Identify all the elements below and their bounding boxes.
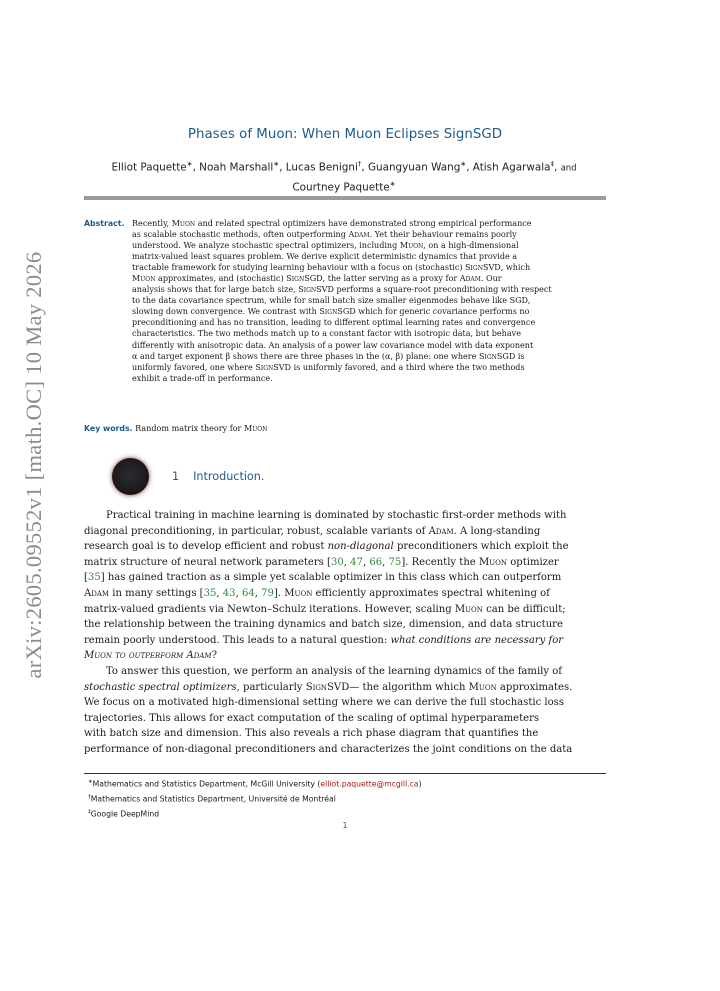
body-line: trajectories. This allows for exact computation of the scaling of optimal hyperparameters bbox=[84, 712, 540, 724]
affiliation-mark: ∗ bbox=[273, 160, 280, 168]
body-line: Practical training in machine learning is dominated by stochastic first-order methods with bbox=[106, 510, 567, 521]
body-text bbox=[84, 508, 606, 758]
body-line: performance of non-diagonal preconditioners and characterizes the joint conditions on the data bbox=[84, 743, 573, 755]
section-title: Introduction. bbox=[193, 470, 265, 483]
author-name: Atish Agarwala bbox=[472, 161, 551, 174]
author-line-2 bbox=[84, 176, 604, 195]
author-line-1: Elliot Paquette∗, Noah Marshall∗, Lucas Benigni†, Guangyuan Wang∗, Atish Agarwala‡, and bbox=[111, 160, 577, 174]
title-divider bbox=[84, 196, 606, 200]
affiliation-mark: † bbox=[357, 160, 362, 168]
body-line: We focus on a motivated high-dimensional setting where we can derive the full stochastic loss bbox=[84, 697, 564, 709]
affiliation-mark: ∗ bbox=[460, 160, 467, 168]
abstract-line: Recently, Muon and related spectral optimizers have demonstrated strong empirical performance bbox=[132, 219, 532, 228]
body-line: the relationship between the training dynamics and batch size, dimension, and data structure bbox=[84, 619, 563, 631]
abstract-line: slowing down convergence. We contrast with SignSGD which for generic covariance performs no bbox=[132, 307, 530, 317]
affiliation-mark: ‡ bbox=[550, 160, 554, 168]
citation-link[interactable]: 30 bbox=[330, 556, 344, 568]
body-line: To answer this question, we perform an analysis of the learning dynamics of the family of bbox=[106, 665, 563, 677]
abstract-line: uniformly favored, one where SignSVD is uniformly favored, and a third where the two methods bbox=[132, 362, 525, 372]
abstract-line: α and target exponent β shows there are three phases in the (α, β) plane: one where SignSGD is bbox=[132, 351, 525, 361]
author-name: Noah Marshall bbox=[199, 161, 274, 174]
abstract-line: characteristics. The two methods match up to a constant factor with isotropic data, but behave bbox=[132, 329, 521, 339]
author-list bbox=[84, 156, 604, 196]
body-line: matrix-valued gradients via Newton–Schulz iterations. However, scaling Muon can be difficult; bbox=[84, 603, 566, 615]
citation-link[interactable]: 79 bbox=[261, 587, 274, 599]
email-link[interactable]: elliot.paquette@mcgill.ca bbox=[320, 779, 419, 789]
body-line: remain poorly understood. This leads to a natural question: what conditions are necessary for bbox=[84, 634, 564, 646]
abstract-line: as scalable stochastic methods, often outperforming Adam. Yet their behaviour remains poorly bbox=[132, 230, 517, 240]
citation-link[interactable]: 35 bbox=[87, 572, 101, 584]
body-line: diagonal preconditioning, in particular, robust, scalable variants of Adam. A long-standing bbox=[84, 525, 541, 537]
abstract bbox=[84, 218, 606, 384]
section-number: 1 bbox=[172, 470, 180, 483]
author-name: Courtney Paquette bbox=[292, 181, 390, 194]
abstract-line: to the data covariance spectrum, while for small batch size smaller eigenmodes behave like SGD, bbox=[132, 296, 531, 306]
author-name: Elliot Paquette bbox=[111, 161, 187, 174]
affiliation-mark: ∗ bbox=[186, 160, 193, 168]
body-line: [35] has gained traction as a simple yet scalable optimizer in this class which can outperform bbox=[84, 572, 562, 584]
abstract-line: Muon approximates, and (stochastic) SignSGD, the latter serving as a proxy for Adam. Our bbox=[132, 274, 502, 284]
body-line: Adam in many settings [35, 43, 64, 79]. Muon efficiently approximates spectral whitening of bbox=[84, 587, 550, 599]
citation-link[interactable]: 66 bbox=[369, 556, 383, 568]
body-line: with batch size and dimension. This also reveals a rich phase diagram that quantifies the bbox=[84, 728, 539, 740]
footnote-2: †Mathematics and Statistics Department, Université de Montréal bbox=[88, 793, 336, 804]
eclipse-moon-image bbox=[112, 458, 149, 495]
citation-link[interactable]: 64 bbox=[241, 587, 255, 599]
abstract-line: exhibit a trade-off in performance. bbox=[132, 373, 273, 383]
body-line: stochastic spectral optimizers, particularly SignSVD— the algorithm which Muon approximates. bbox=[84, 681, 573, 693]
arxiv-identifier: arXiv:2605.09552v1 [math.OC] 10 May 2026 bbox=[21, 251, 46, 679]
body-line: matrix structure of neural network parameters [30, 47, 66, 75]. Recently the Muon optimizer bbox=[84, 556, 559, 568]
author-name: Lucas Benigni bbox=[285, 161, 358, 174]
paper-title: Phases of Muon: When Muon Eclipses SignSGD bbox=[187, 127, 503, 142]
keywords-label: Key words. bbox=[84, 424, 133, 433]
body-line: research goal is to develop efficient and robust non-diagonal preconditioners which exploit the bbox=[84, 541, 569, 553]
arxiv-side-stamp bbox=[14, 251, 54, 679]
citation-link[interactable]: 43 bbox=[222, 587, 236, 599]
abstract-line: differently with anisotropic data. An analysis of a power law covariance model with data exponent bbox=[132, 340, 534, 350]
citation-link[interactable]: 75 bbox=[388, 556, 402, 568]
abstract-line: preconditioning and has no transition, leading to different optimal learning rates and convergence bbox=[132, 318, 536, 328]
abstract-line: analysis shows that for large batch size, SignSVD performs a square-root preconditioning with respect bbox=[132, 285, 552, 295]
abstract-line: understood. We analyze stochastic spectral optimizers, including Muon, on a high-dimensional bbox=[132, 241, 519, 251]
author-name: Guangyuan Wang bbox=[367, 161, 461, 174]
abstract-line: matrix-valued least squares problem. We derive explicit deterministic dynamics that provide a bbox=[132, 252, 518, 262]
keywords: Key words. Random matrix theory for Muon bbox=[84, 424, 268, 433]
section-heading bbox=[172, 470, 264, 483]
abstract-line: tractable framework for studying learning behaviour with a focus on (stochastic) SignSVD, which bbox=[132, 263, 531, 273]
page-number: 1 bbox=[342, 821, 348, 830]
and-word: and bbox=[560, 163, 577, 174]
footnote-divider bbox=[84, 773, 606, 774]
citation-link[interactable]: 35 bbox=[203, 587, 217, 599]
footnote-1: ∗Mathematics and Statistics Department, McGill University (elliot.paquette@mcgill.ca) bbox=[88, 779, 422, 789]
citation-link[interactable]: 47 bbox=[350, 556, 363, 568]
affiliation-mark: ∗ bbox=[389, 180, 396, 189]
footnotes bbox=[88, 776, 422, 821]
abstract-label: Abstract. bbox=[84, 219, 125, 228]
body-line: Muon to outperform Adam? bbox=[84, 650, 217, 662]
footnote-3: ‡Google DeepMind bbox=[88, 808, 160, 819]
